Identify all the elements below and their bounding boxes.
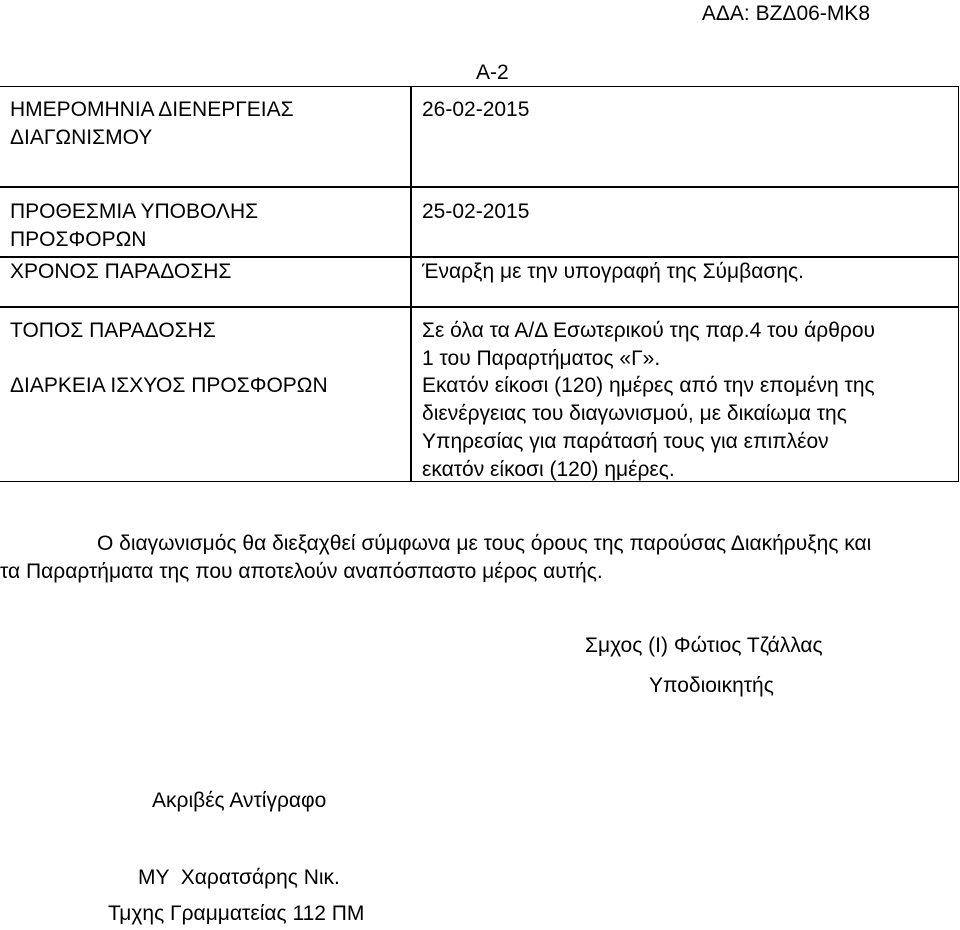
certified-copy-label: Ακριβές Αντίγραφο <box>152 789 327 812</box>
value-auction-date: 26-02-2015 <box>422 98 530 121</box>
ada-code: ΑΔΑ: ΒΖΔ06-ΜΚ8 <box>701 2 870 25</box>
label-submission-deadline: ΠΡΟΘΕΣΜΙΑ ΥΠΟΒΟΛΗΣ ΠΡΟΣΦΟΡΩΝ <box>10 200 259 251</box>
clerk-department: Τμχης Γραμματείας 112 ΠΜ <box>108 902 365 925</box>
value-submission-deadline: 25-02-2015 <box>422 200 530 223</box>
body-paragraph-line: τα Παραρτήματα της που αποτελούν αναπόσπαστο μέρος αυτής. <box>0 560 603 583</box>
table-column-divider <box>410 86 412 482</box>
signer-name: Σμχος (Ι) Φώτιος Τζάλλας <box>585 634 823 657</box>
label-delivery-time: ΧΡΟΝΟΣ ΠΑΡΑΔΟΣΗΣ <box>10 260 232 283</box>
value-delivery-time: Έναρξη με την υπογραφή της Σύμβασης. <box>422 260 804 283</box>
value-delivery-place: Σε όλα τα Α/Δ Εσωτερικού της παρ.4 του άρθρου 1 του Παραρτήματος «Γ». <box>422 319 875 370</box>
document-code: Α-2 <box>476 61 509 84</box>
table-row-divider <box>0 306 959 308</box>
label-delivery-place: ΤΟΠΟΣ ΠΑΡΑΔΟΣΗΣ <box>10 319 216 342</box>
label-auction-date: ΗΜΕΡΟΜΗΝΙΑ ΔΙΕΝΕΡΓΕΙΑΣ ΔΙΑΓΩΝΙΣΜΟΥ <box>10 98 294 149</box>
value-offer-validity: Εκατόν είκοσι (120) ημέρες από την επομένη της διενέργειας του διαγωνισμού, με δικαίωμα της Υπηρεσίας για παράτασή τους για επιπλέον εκατόν είκοσι (120) ημέρες. <box>422 374 875 481</box>
label-offer-validity: ΔΙΑΡΚΕΙΑ ΙΣΧΥΟΣ ΠΡΟΣΦΟΡΩΝ <box>10 374 328 397</box>
table-row-divider <box>0 186 959 188</box>
clerk-name: ΜΥ Χαρατσάρης Νικ. <box>138 866 340 889</box>
signer-title: Υποδιοικητής <box>649 674 774 697</box>
body-paragraph-line: Ο διαγωνισμός θα διεξαχθεί σύμφωνα με τους όρους της παρούσας Διακήρυξης και <box>97 532 872 555</box>
